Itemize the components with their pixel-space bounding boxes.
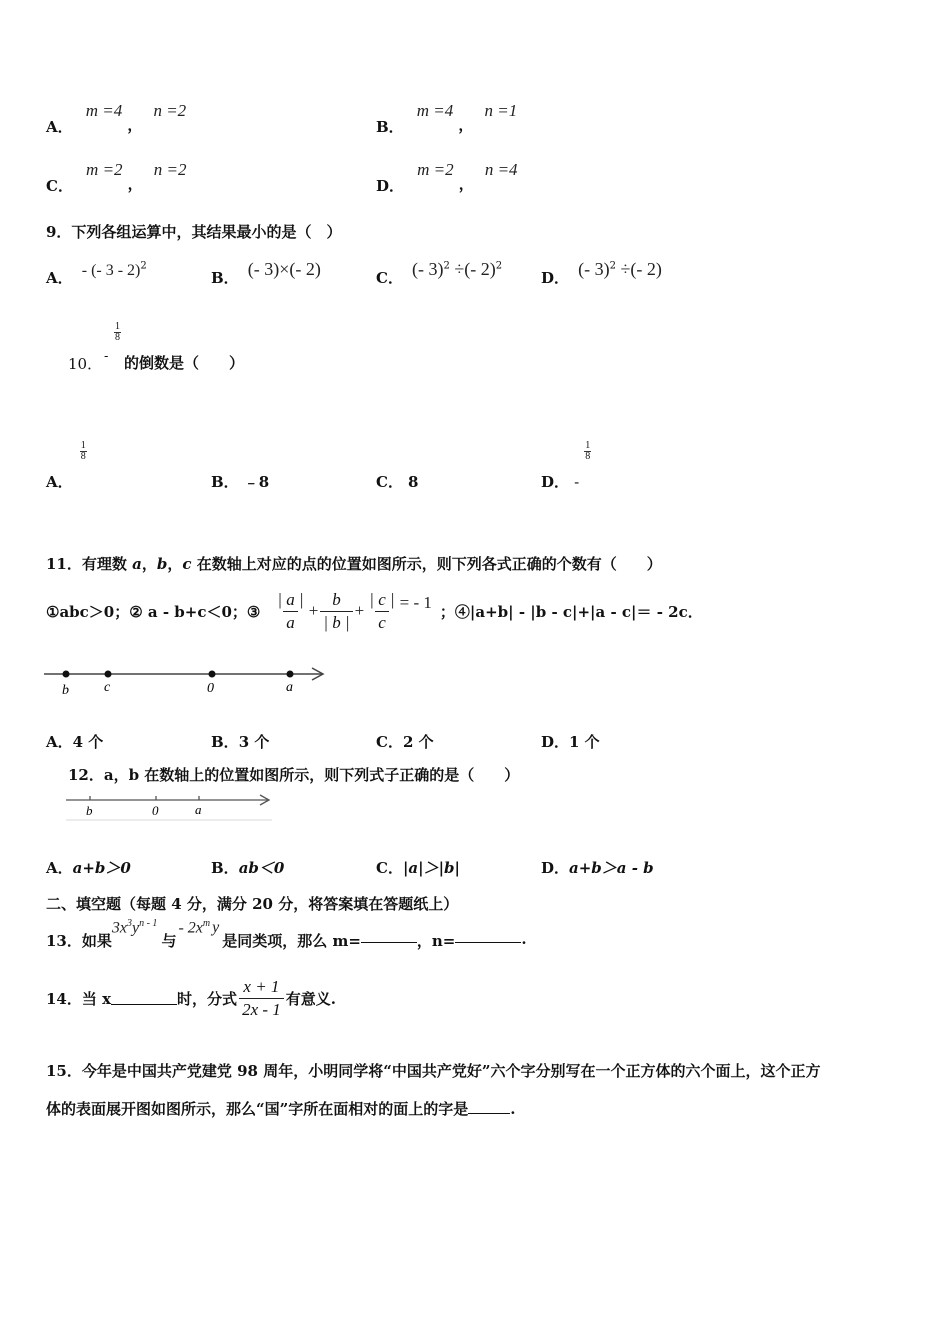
- point-0: [209, 671, 216, 678]
- q9-option-c: [376, 259, 503, 287]
- math-m: m =2: [417, 160, 454, 179]
- option-text: a+b＞a - b: [569, 859, 654, 877]
- math-n: n =2: [153, 101, 187, 120]
- option-label: D．: [541, 859, 570, 877]
- blank-m[interactable]: [361, 930, 417, 943]
- blank-x[interactable]: [111, 992, 177, 1005]
- option-label: A．: [46, 859, 73, 877]
- label-b: b: [62, 683, 69, 698]
- q15-line2-wrap: [46, 1098, 516, 1119]
- statement-1-3: ①abc＞0；② a - b+c＜0；③: [46, 602, 261, 621]
- frac-den: 8: [80, 451, 86, 462]
- q12-stem: 12．a，b 在数轴上的位置如图所示，则下列式子正确的是（ ）: [68, 766, 520, 784]
- option-label: A．: [46, 269, 73, 287]
- math-n: n =2: [153, 160, 187, 179]
- comma: ，: [141, 555, 157, 573]
- q14-pre: 14．当 x: [46, 989, 112, 1008]
- q12-option-b: [211, 857, 284, 878]
- q12-option-d: [541, 857, 654, 878]
- frac-num: x + 1: [243, 976, 280, 996]
- blank-answer[interactable]: [468, 1101, 510, 1114]
- stem-a: 11．有理数: [46, 555, 133, 573]
- q13-comma: ，n=: [416, 932, 456, 950]
- term1-ysup: n - 1: [139, 918, 158, 929]
- comma: ，: [167, 555, 183, 573]
- var-a: a: [132, 555, 142, 573]
- q11-stem: [46, 553, 662, 574]
- sup-b: 2: [495, 260, 503, 272]
- option-label: B．: [376, 118, 404, 136]
- option-label: C．: [376, 269, 403, 287]
- frac-den: c: [375, 611, 389, 633]
- term2-sup: m: [202, 918, 211, 929]
- frac-num: | c |: [369, 589, 395, 609]
- q10-option-b: [211, 471, 269, 492]
- frac-3: [366, 590, 397, 633]
- term1: [112, 918, 158, 937]
- expr-b: ÷(- 2): [615, 259, 662, 279]
- frac-den: | b |: [320, 611, 352, 633]
- plus: +: [354, 601, 365, 620]
- q10-option-a: [46, 440, 87, 491]
- q15-end: .: [510, 1100, 516, 1118]
- q12-number-line: [64, 790, 276, 822]
- term1-sup: 3: [126, 918, 132, 929]
- q8-option-b: [376, 100, 518, 136]
- sup: 2: [140, 260, 147, 272]
- option-text: |a|＞|b|: [402, 859, 460, 877]
- option-label: B．: [211, 473, 239, 491]
- option-label: C．: [376, 733, 403, 751]
- option-text: a+b＞0: [72, 859, 131, 877]
- q8-option-c: [46, 159, 187, 195]
- frac-num: 1: [585, 440, 591, 451]
- option-label: B．: [211, 733, 239, 751]
- frac-num: b: [332, 589, 341, 609]
- option-text: 1 个: [569, 733, 600, 751]
- sup-a: 2: [609, 260, 616, 272]
- frac-den: 8: [585, 451, 591, 462]
- q10-stem: 的倒数是（ ）: [124, 354, 245, 372]
- option-label: C．: [376, 473, 403, 491]
- frac-num: 1: [80, 440, 86, 451]
- option-label: A．: [46, 118, 73, 136]
- option-label: C．: [376, 859, 403, 877]
- math-n: n =4: [484, 160, 518, 179]
- term1-base: 3x: [111, 919, 127, 937]
- q11-option-c: [376, 731, 434, 752]
- option-label: D．: [541, 733, 570, 751]
- term2-base: - 2x: [178, 919, 203, 937]
- equals: = - 1: [399, 593, 432, 612]
- q9-stem: 9．下列各组运算中，其结果最小的是（ ）: [46, 223, 342, 241]
- option-label: B．: [211, 269, 239, 287]
- expr-a: (- 3): [412, 259, 444, 279]
- q13: [46, 918, 527, 951]
- frac-den: 2x - 1: [239, 998, 284, 1020]
- expr: (- 3)×(- 2): [247, 259, 321, 279]
- option-text: 4 个: [72, 733, 104, 751]
- q14: [46, 974, 336, 1022]
- expr: - (- 3 - 2): [81, 262, 141, 279]
- q15-line1: 15．今年是中国共产党建党 98 周年，小明同学将“中国共产党好”六个字分别写在一个正方体的六个面上，这个正方: [46, 1062, 821, 1080]
- frac-2: [320, 590, 352, 633]
- q12-option-c: [376, 857, 460, 878]
- q11-option-b: [211, 731, 269, 752]
- option-text: 8: [408, 473, 419, 491]
- q10-option-d: [541, 440, 591, 491]
- frac-num: 1: [115, 321, 120, 332]
- q9-option-a: [46, 259, 147, 287]
- label-0: 0: [207, 681, 214, 696]
- option-label: C．: [46, 177, 73, 195]
- q9-option-d: [541, 259, 662, 287]
- q15-line2: 体的表面展开图如图所示，那么“国”字所在面相对的面上的字是: [46, 1100, 469, 1118]
- minus: -: [574, 473, 580, 491]
- q10-fraction: [114, 322, 121, 343]
- var-b: b: [156, 555, 168, 573]
- blank-n[interactable]: [455, 930, 521, 943]
- point-b: [63, 671, 70, 678]
- section-title: 二、填空题（每题 4 分，满分 20 分，将答案填在答题纸上）: [46, 895, 459, 913]
- q14-post: 有意义.: [285, 989, 337, 1008]
- q8-option-d: [376, 159, 518, 195]
- math-m: m =2: [86, 160, 123, 179]
- q8-option-a: [46, 100, 187, 136]
- q13-pre: 13．如果: [46, 932, 112, 950]
- q11-option-d: [541, 731, 600, 752]
- var-c: c: [182, 555, 192, 573]
- frac-den: 8: [115, 332, 120, 343]
- q14-mid: 时，分式: [177, 989, 238, 1008]
- frac-den: a: [283, 611, 298, 633]
- option-text: 2 个: [402, 733, 434, 751]
- option-text: 3 个: [238, 733, 270, 751]
- point-a: [287, 671, 294, 678]
- stem-b: 在数轴上对应的点的位置如图所示，则下列各式正确的个数有（ ）: [191, 555, 662, 573]
- sep: ，: [458, 116, 474, 134]
- q10-minus: -: [104, 349, 109, 364]
- statement-4: ；④|a+b| - |b - c|+|a - c|＝ - 2c．: [439, 602, 703, 621]
- sep: ，: [127, 175, 143, 193]
- q9-option-b: [211, 259, 321, 287]
- label-b: b: [86, 803, 93, 818]
- label-a: a: [195, 802, 202, 817]
- term2-y: y: [212, 919, 220, 937]
- option-text: ﹣8: [243, 473, 270, 491]
- label-c: c: [104, 680, 111, 695]
- sep: ，: [127, 116, 143, 134]
- label-0: 0: [152, 803, 159, 818]
- q11-option-a: [46, 731, 103, 752]
- math-m: m =4: [85, 101, 123, 120]
- term1-y: y: [131, 919, 140, 937]
- point-c: [105, 671, 112, 678]
- plus: +: [308, 601, 319, 620]
- q12-option-a: [46, 857, 131, 878]
- q11-number-line: [40, 660, 335, 700]
- q13-mid: 与: [161, 932, 177, 950]
- option-label: D．: [376, 177, 405, 195]
- option-label: D．: [541, 269, 570, 287]
- q11-statements: [46, 586, 703, 636]
- option-label: B．: [211, 859, 239, 877]
- option-label: A．: [46, 733, 73, 751]
- term2: [178, 918, 219, 937]
- math-n: n =1: [484, 101, 518, 120]
- q10-option-c: [376, 471, 418, 492]
- q13-post: 是同类项，那么 m=: [222, 932, 361, 950]
- q13-end: .: [521, 930, 527, 948]
- option-label: D．: [541, 473, 570, 491]
- option-text: ab＜0: [238, 859, 285, 877]
- frac-num: | a |: [277, 589, 304, 609]
- sup-a: 2: [443, 260, 450, 272]
- math-m: m =4: [416, 101, 454, 120]
- label-a: a: [286, 680, 293, 695]
- sep: ，: [458, 175, 474, 193]
- option-label: A．: [46, 473, 73, 491]
- q14-fraction: [239, 977, 284, 1020]
- frac-1: [274, 590, 306, 633]
- expr-b: ÷(- 2): [449, 259, 496, 279]
- expr-a: (- 3): [578, 259, 610, 279]
- q10-number: 10．: [68, 355, 103, 373]
